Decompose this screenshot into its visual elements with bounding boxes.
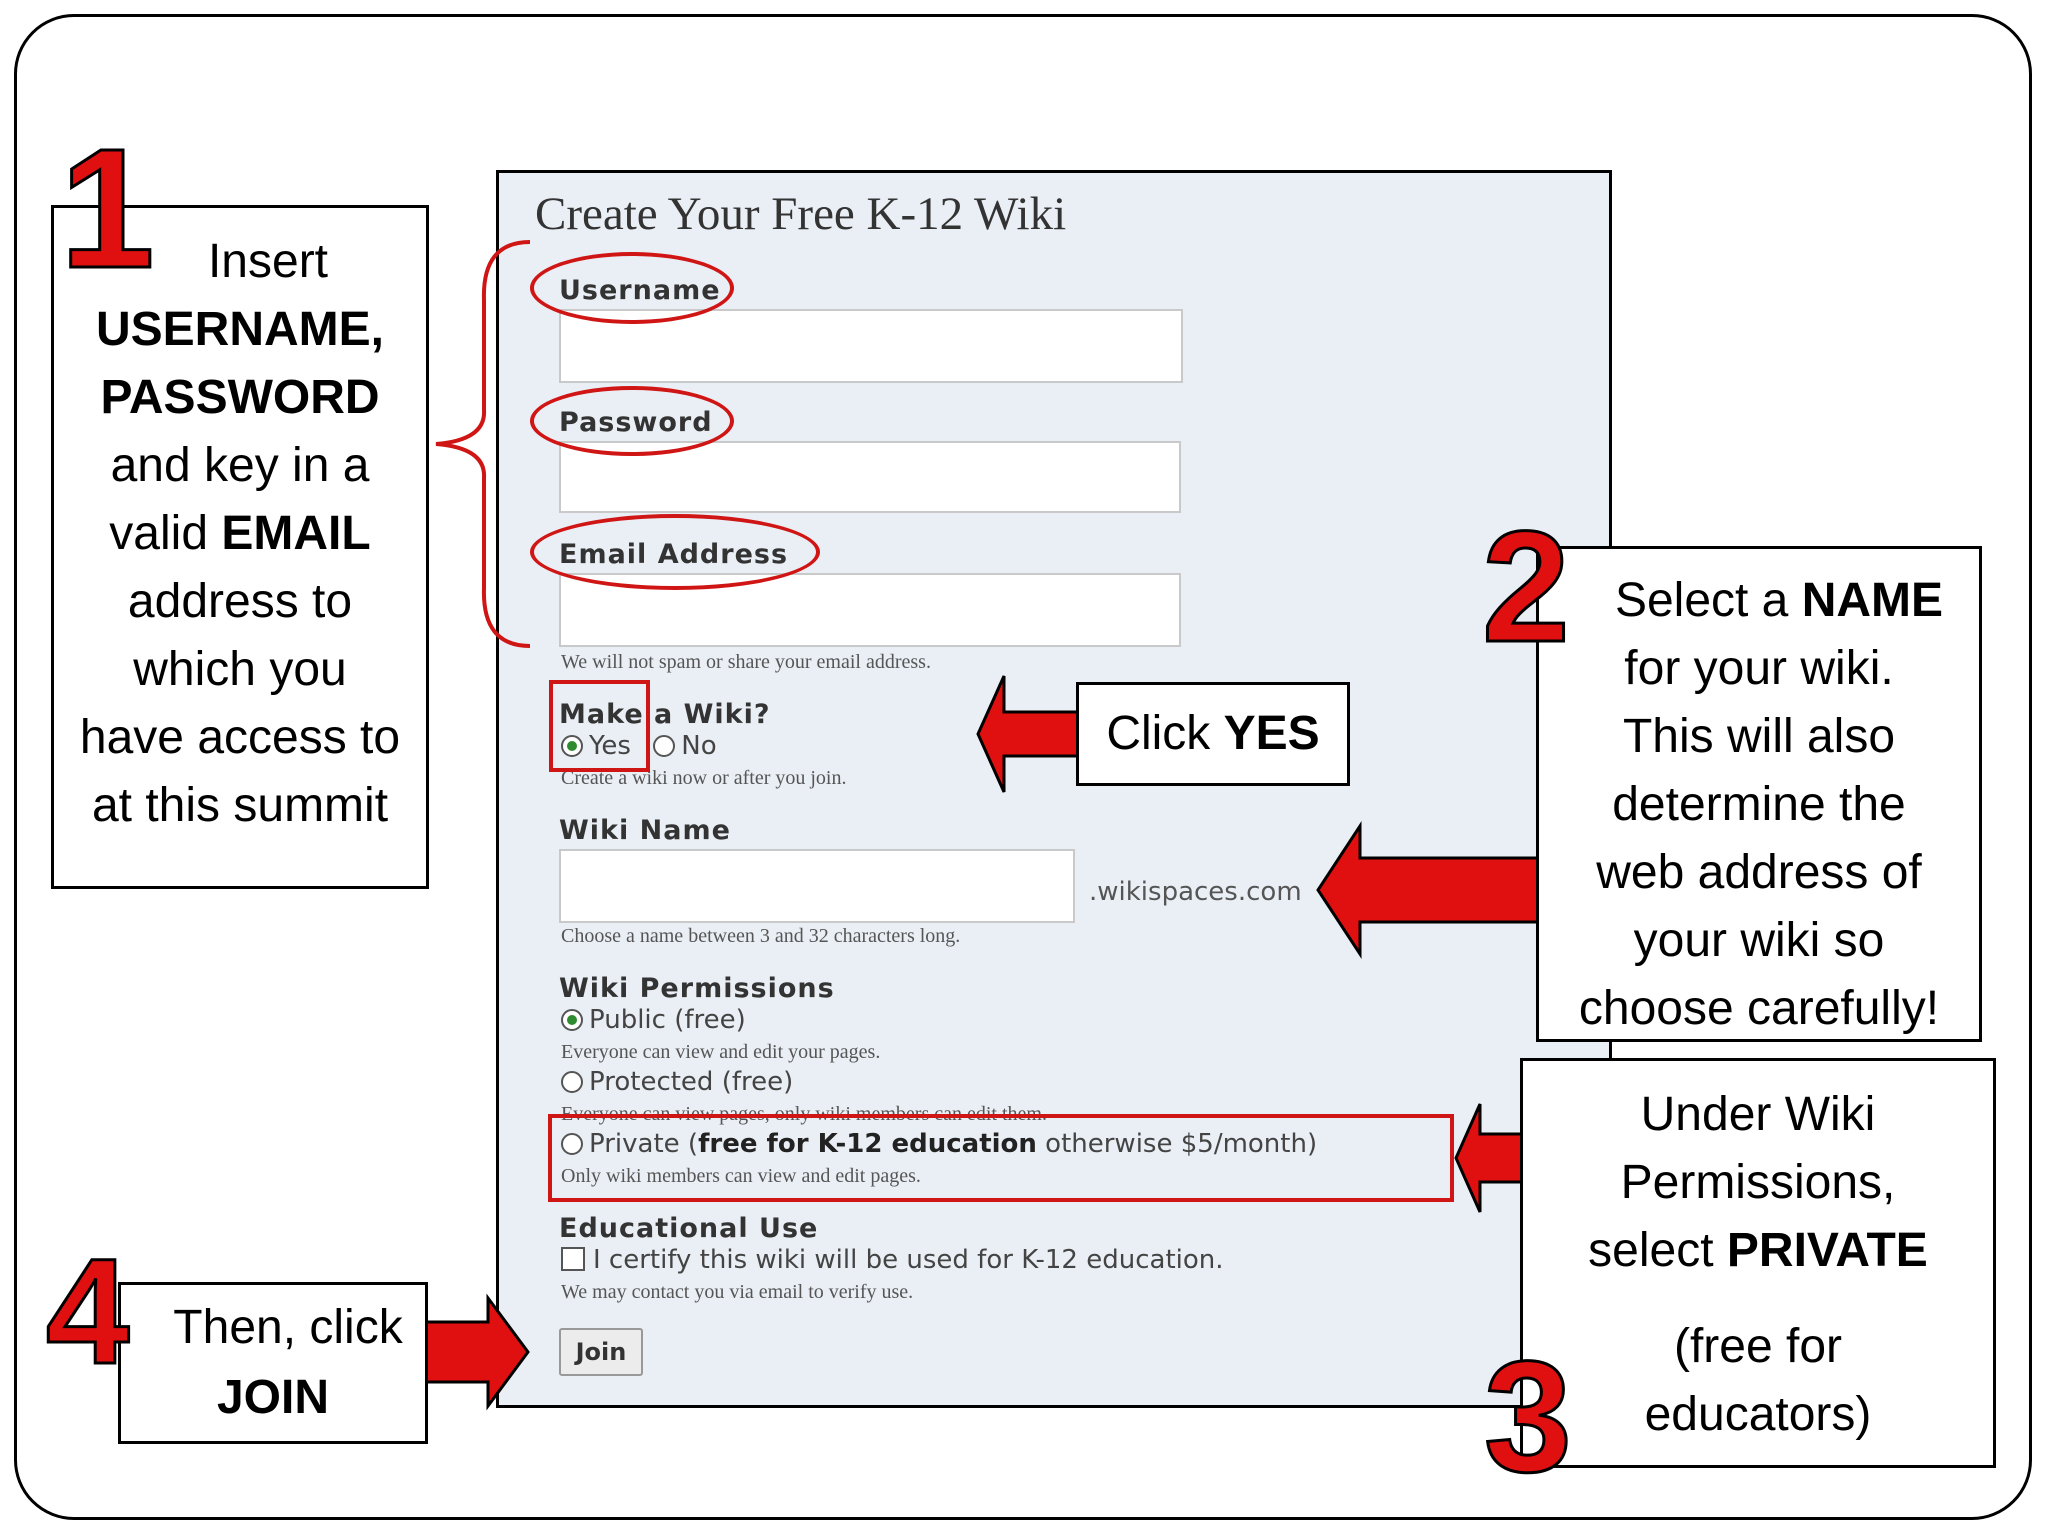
email-hint: We will not spam or share your email address. [561, 651, 931, 673]
private-hint: Only wiki members can view and edit pages. [561, 1165, 921, 1187]
make-wiki-label: Make a Wiki? [559, 699, 771, 730]
step2-number: 2 [1482, 499, 1570, 675]
private-prefix: Private ( [589, 1129, 699, 1159]
callout-step1 [51, 205, 429, 889]
step4-number: 4 [46, 1227, 130, 1395]
wiki-name-arrow [1318, 826, 1555, 954]
step4-line2: JOIN [216, 1371, 330, 1424]
step2-line5: web address of [1596, 846, 1922, 899]
permissions-label: Wiki Permissions [559, 973, 835, 1004]
click-yes-text: Click [1106, 707, 1224, 760]
step1-line8: have access to [79, 711, 401, 764]
step1-line2: USERNAME, [95, 303, 385, 356]
make-wiki-hint: Create a wiki now or after you join. [561, 767, 847, 789]
public-label: Public (free) [589, 1005, 746, 1035]
step3-line1: Under Wiki [1640, 1088, 1876, 1141]
callout-click-yes [1076, 682, 1350, 786]
step1-line5 [54, 500, 426, 568]
email-label: Email Address [559, 539, 789, 570]
password-label: Password [559, 407, 713, 438]
step1-line1: Insert [207, 235, 329, 288]
wiki-name-hint: Choose a name between 3 and 32 characters long. [561, 925, 961, 947]
step2-line1-text: Select a [1614, 574, 1802, 627]
step3-line2: Permissions, [1620, 1156, 1896, 1209]
step4-line1: Then, click [173, 1301, 403, 1354]
protected-label: Protected (free) [589, 1067, 794, 1097]
step1-number: 1 [60, 114, 155, 304]
step2-line1-bold: NAME [1801, 574, 1944, 627]
edu-label: Educational Use [559, 1213, 819, 1244]
no-label: No [681, 731, 717, 761]
step2-line4: determine the [1612, 778, 1906, 831]
step1-line4: and key in a [110, 439, 370, 492]
private-suffix: otherwise $5/month) [1036, 1129, 1318, 1159]
step3-line3-text: select [1588, 1224, 1727, 1277]
step3-line4: (free for [1673, 1320, 1843, 1373]
callout-step3 [1520, 1058, 1996, 1468]
protected-hint: Everyone can view pages, only wiki members can edit them. [561, 1103, 1047, 1125]
callout-step2 [1536, 546, 1982, 1042]
step3-line3 [1523, 1217, 1993, 1285]
step1-line9: at this summit [91, 779, 389, 832]
click-yes-arrow [978, 676, 1092, 792]
step1-line7: which you [133, 643, 347, 696]
step2-line6: your wiki so [1633, 914, 1885, 967]
public-hint: Everyone can view and edit your pages. [561, 1041, 881, 1063]
step1-line6: address to [127, 575, 353, 628]
form-fields-brace [436, 242, 530, 646]
step2-line3: This will also [1622, 710, 1896, 763]
callout-step4 [118, 1282, 428, 1444]
step1-line3: PASSWORD [100, 371, 380, 424]
step3-line5: educators) [1644, 1388, 1872, 1441]
step2-line1 [1539, 567, 1979, 635]
step3-number: 3 [1484, 1329, 1572, 1505]
username-label: Username [559, 275, 721, 306]
edu-hint: We may contact you via email to verify use. [561, 1281, 914, 1303]
edu-checkbox-label: I certify this wiki will be used for K-12 education. [593, 1245, 1224, 1275]
form-title: Create Your Free K-12 Wiki [535, 188, 1067, 240]
private-bold: free for K-12 education [698, 1129, 1037, 1159]
wiki-name-suffix: .wikispaces.com [1089, 877, 1302, 907]
step3-line3-bold: PRIVATE [1726, 1224, 1928, 1277]
step1-line5-bold: EMAIL [221, 507, 371, 560]
click-yes-bold: YES [1223, 707, 1320, 760]
yes-label: Yes [589, 731, 631, 761]
step2-line2: for your wiki. [1624, 642, 1894, 695]
step1-line5-text: valid [109, 507, 222, 560]
join-button[interactable]: Join [559, 1328, 643, 1376]
wiki-name-label: Wiki Name [559, 815, 731, 846]
join-arrow [412, 1298, 528, 1406]
step2-line7: choose carefully! [1578, 982, 1940, 1035]
